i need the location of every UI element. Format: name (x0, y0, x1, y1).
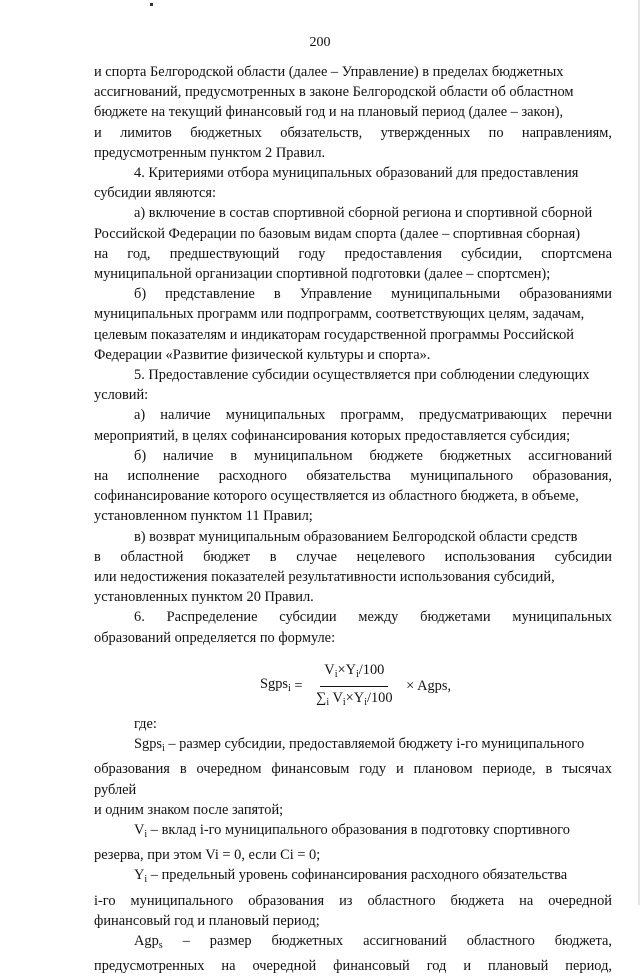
text-line: софинансирование которого осуществляется из областного бюджета, в объеме, (94, 488, 579, 505)
paragraph-6-line: 6. Распределение субсидии между бюджетами муниципальных (134, 609, 612, 626)
formula-lhs: Sgps$_i$ (260, 675, 291, 694)
formula-rhs: × Agps, (402, 678, 452, 695)
formula-block (94, 650, 612, 714)
item-a-line: а) наличие муниципальных программ, предусматривающих перечни (134, 407, 612, 424)
text-line: муниципальных программ или подпрограмм, соответствующих целям, задачам, (94, 306, 585, 323)
text-line: ассигнований, предусмотренных в законе Белгородской области об областном (94, 84, 574, 101)
definition-v: $V_i$ – вклад i-го муниципального образования в подготовку спортивного (134, 821, 570, 840)
text-line: финансовый год и плановый период; (94, 912, 320, 929)
item-b-line: б) представление в Управление муниципальными образованиями (134, 286, 612, 303)
page-number: 200 (309, 35, 331, 50)
text-line: мероприятий, в целях софинансирования которых предоставляется субсидия; (94, 427, 571, 444)
text-line: условий: (94, 387, 149, 404)
paragraph-5-line: 5. Предоставление субсидии осуществляется при соблюдении следующих (134, 367, 590, 384)
formula-fraction (312, 660, 396, 713)
text-line: образования в очередном финансовым году и плановом периоде, в тысячах (94, 761, 612, 778)
paragraph-4-line: 4. Критериями отбора муниципальных образований для предоставления (134, 165, 579, 182)
definition-y: $Y_i$ – предельный уровень софинансирования расходного обязательства (134, 867, 568, 886)
text-line: и лимитов бюджетных обязательств, утвержденных по направлениям, (94, 124, 612, 141)
text-line: и спорта Белгородской области (далее – Управление) в пределах бюджетных (94, 64, 564, 80)
text-line: Российской Федерации по базовым видам спорта (далее – спортивная сборная) (94, 225, 581, 242)
text-line: целевым показателям и индикаторам государственной программы Российской (94, 326, 574, 343)
item-v-line: в) возврат муниципальным образованием Белгородской области средств (134, 528, 578, 545)
definition-agps: Agp$_s$ – размер бюджетных ассигнований областного бюджета, (134, 932, 612, 951)
distribution-formula (260, 660, 451, 713)
formula-numerator: $V_i\times Y_i/100$ (320, 660, 388, 687)
text-line: предусмотренным пунктом 2 Правил. (94, 144, 326, 161)
text-line: резерва, при этом Vi = 0, если Ci = 0; (94, 847, 321, 864)
item-a-line: а) включение в состав спортивной сборной региона и спортивной сборной (134, 205, 593, 222)
text-line: предусмотренных на очередной финансовый год и плановый период, (94, 958, 612, 975)
text-line: образований определяется по формуле: (94, 629, 336, 646)
text-line: муниципальной организации спортивной подготовки (далее – спортсмен); (94, 266, 551, 283)
text-line: i-го муниципального образования из областного бюджета на очередной (94, 892, 612, 909)
text-line: установленном пунктом 11 Правил; (94, 508, 313, 525)
text-line: рублей (94, 781, 137, 798)
where-label: где: (134, 715, 157, 732)
text-line: на исполнение расходного обязательства муниципального образования, (94, 468, 612, 485)
text-line: в областной бюджет в случае нецелевого использования субсидии (94, 548, 612, 565)
document-body (94, 62, 612, 976)
text-line: установленных пунктом 20 Правил. (94, 589, 314, 606)
text-line: Федерации «Развитие физической культуры и спорта». (94, 346, 431, 363)
scan-mark (150, 3, 153, 6)
formula-equals: = (290, 678, 307, 695)
text-line: на год, предшествующий году предоставления субсидии, спортсмена (94, 245, 612, 262)
definition-sgps: Sgps$_i$ – размер субсидии, предоставляемой бюджету i-го муниципального (134, 736, 585, 755)
text-line: бюджете на текущий финансовый год и на плановый период (далее – закон), (94, 104, 564, 121)
formula-denominator: $\sum_i$ $V_i\times Y_i/100$ (316, 690, 393, 709)
text-line: и одним знаком после запятой; (94, 801, 284, 818)
text-line: субсидии являются: (94, 185, 216, 202)
text-line: или недостижения показателей результативности использования субсидий, (94, 569, 555, 586)
item-b-line: б) наличие в муниципальном бюджете бюджетных ассигнований (134, 447, 612, 464)
